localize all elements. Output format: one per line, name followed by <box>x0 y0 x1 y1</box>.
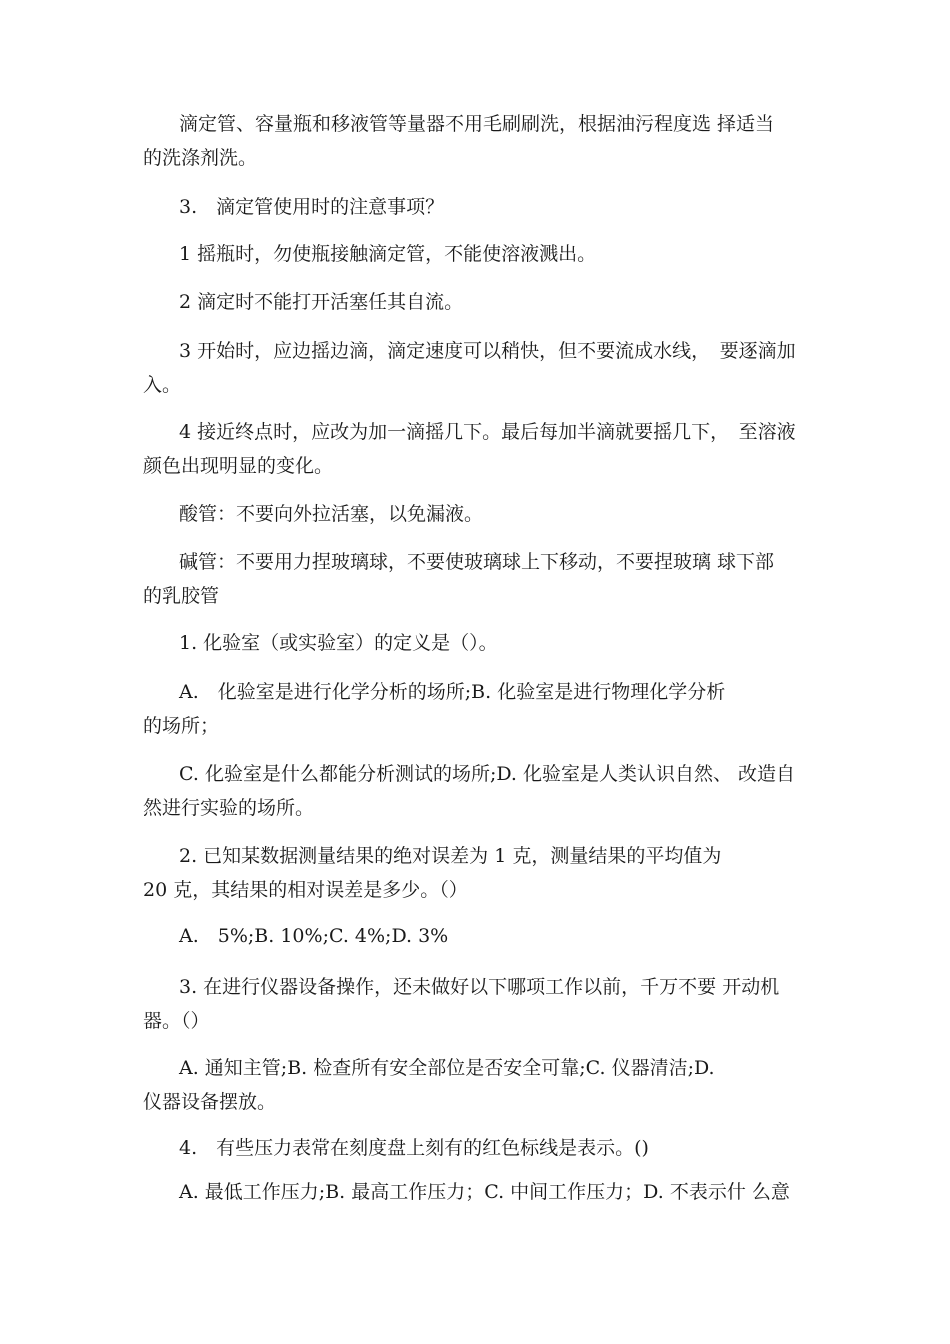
paragraph-burette-cleaning <box>143 107 833 175</box>
text-line: 4. 有些压力表常在刻度盘上刻有的红色标线是表示。() <box>179 1137 649 1159</box>
paragraph-acid-burette <box>143 497 833 531</box>
text-line: 2. 已知某数据测量结果的绝对误差为 1 克，测量结果的平均值为 <box>179 845 722 867</box>
text-line: 颜色出现明显的变化。 <box>143 455 334 477</box>
question-3 <box>143 970 833 1038</box>
text-line: 的洗涤剂洗。 <box>143 147 258 169</box>
text-line: 滴定管、容量瓶和移液管等量器不用毛刷刷洗，根据油污程度选 择适当 <box>179 113 775 135</box>
text-line: 入。 <box>143 374 182 396</box>
question-4-options <box>143 1175 833 1209</box>
question-1 <box>143 626 833 660</box>
text-line: 1 摇瓶时，勿使瓶接触滴定管，不能使溶液溅出。 <box>179 243 597 265</box>
text-line: A. 化验室是进行化学分析的场所;B. 化验室是进行物理化学分析 <box>179 681 726 703</box>
text-line: 3. 在进行仪器设备操作，还未做好以下哪项工作以前，千万不要 开动机 <box>179 976 780 998</box>
text-line: 4 接近终点时，应改为加一滴摇几下。最后每加半滴就要摇几下， 至溶液 <box>179 421 796 443</box>
question-1-options-ab <box>143 675 833 743</box>
text-line: A. 5%;B. 10%;C. 4%;D. 3% <box>179 925 449 947</box>
question-3-options <box>143 1051 833 1119</box>
question-2 <box>143 839 833 907</box>
text-line: 1. 化验室（或实验室）的定义是（）。 <box>179 632 498 654</box>
text-line: A. 最低工作压力;B. 最高工作压力；C. 中间工作压力；D. 不表示什 么意 <box>179 1181 790 1203</box>
text-line: C. 化验室是什么都能分析测试的场所;D. 化验室是人类认识自然、 改造自 <box>179 763 796 785</box>
paragraph-note-4 <box>143 415 833 483</box>
text-line: 器。（） <box>143 1010 210 1032</box>
text-line: 碱管：不要用力捏玻璃球，不要使玻璃球上下移动，不要捏玻璃 球下部 <box>179 551 775 573</box>
paragraph-note-2 <box>143 285 833 319</box>
text-line: 3. 滴定管使用时的注意事项？ <box>179 196 445 218</box>
question-1-options-cd <box>143 757 833 825</box>
paragraph-note-3 <box>143 334 833 402</box>
text-line: 的乳胶管 <box>143 585 220 607</box>
question-2-options <box>143 919 833 953</box>
text-line: 然进行实验的场所。 <box>143 797 315 819</box>
text-line: 酸管：不要向外拉活塞，以免漏液。 <box>179 503 484 525</box>
heading-burette-precautions <box>143 190 833 224</box>
text-line: A. 通知主管;B. 检查所有安全部位是否安全可靠;C. 仪器清洁;D. <box>179 1057 715 1079</box>
text-line: 的场所； <box>143 715 220 737</box>
text-line: 3 开始时，应边摇边滴，滴定速度可以稍快，但不要流成水线， 要逐滴加 <box>179 340 796 362</box>
text-line: 20 克，其结果的相对误差是多少。（） <box>143 879 468 901</box>
paragraph-note-1 <box>143 237 833 271</box>
question-4 <box>143 1131 833 1165</box>
text-line: 仪器设备摆放。 <box>143 1091 277 1113</box>
text-line: 2 滴定时不能打开活塞任其自流。 <box>179 291 464 313</box>
paragraph-base-burette <box>143 545 833 613</box>
